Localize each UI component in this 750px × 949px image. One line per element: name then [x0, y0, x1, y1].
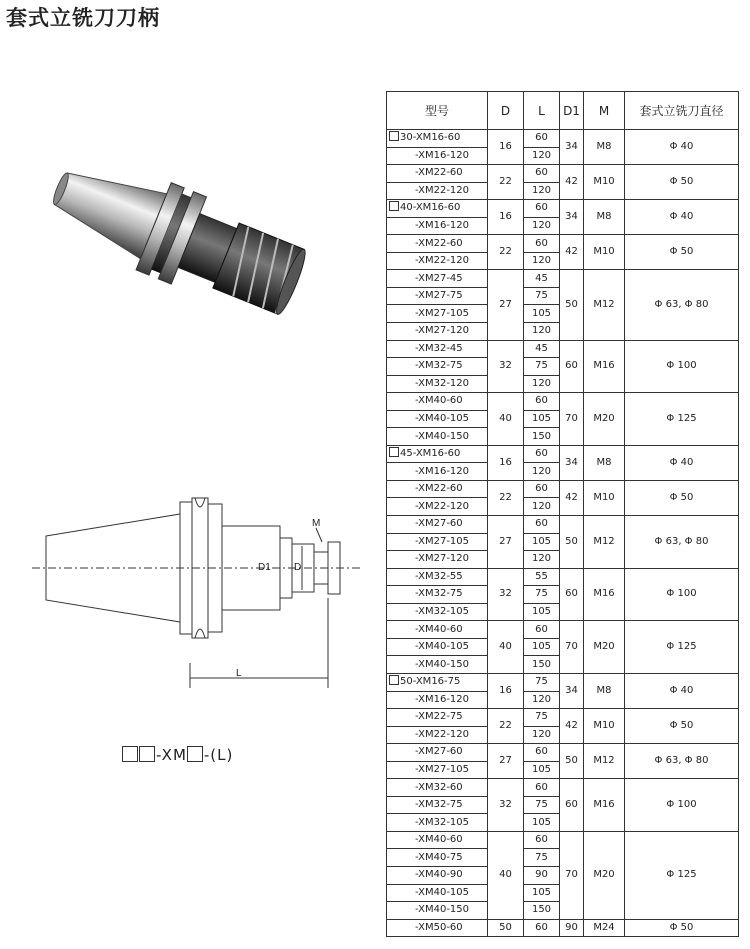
header-l: L [524, 92, 560, 130]
cell-model: -XM22-120 [387, 252, 488, 270]
cell-m: M10 [584, 235, 625, 270]
cell-model: -XM27-105 [387, 761, 488, 779]
table-row [387, 621, 739, 639]
cell-d1: 70 [560, 393, 584, 446]
cell-d1: 50 [560, 744, 584, 779]
cell-model: -XM32-45 [387, 340, 488, 358]
cell-d1: 60 [560, 568, 584, 621]
header-cutter-diameter: 套式立铣刀直径 [625, 92, 739, 130]
cell-cutter-diameter: Φ 125 [625, 831, 739, 919]
cell-l: 60 [524, 779, 560, 797]
cell-d: 40 [488, 831, 524, 919]
cell-l: 120 [524, 691, 560, 709]
cell-model: -XM16-120 [387, 691, 488, 709]
table-row [387, 165, 739, 183]
cell-l: 75 [524, 358, 560, 376]
cell-l: 150 [524, 902, 560, 920]
table-row [387, 200, 739, 218]
cell-m: M8 [584, 130, 625, 165]
formula-part2: -(L) [203, 746, 234, 764]
cell-model: -XM32-105 [387, 603, 488, 621]
cell-d: 22 [488, 165, 524, 200]
cell-model: -XM32-75 [387, 796, 488, 814]
cell-d: 27 [488, 270, 524, 340]
cell-l: 45 [524, 270, 560, 288]
cell-model: -XM40-90 [387, 866, 488, 884]
cell-m: M12 [584, 270, 625, 340]
cell-l: 60 [524, 235, 560, 253]
header-d1: D1 [560, 92, 584, 130]
cell-d: 22 [488, 235, 524, 270]
cell-model: -XM22-120 [387, 182, 488, 200]
cell-d: 32 [488, 779, 524, 832]
cell-cutter-diameter: Φ 125 [625, 393, 739, 446]
label-d: D [294, 562, 302, 573]
placeholder-box [389, 447, 399, 457]
cell-model: -XM32-60 [387, 779, 488, 797]
cell-d: 27 [488, 744, 524, 779]
cell-d1: 34 [560, 673, 584, 708]
cell-d1: 70 [560, 831, 584, 919]
cell-model: 45-XM16-60 [387, 445, 488, 463]
cell-model: -XM40-150 [387, 902, 488, 920]
cell-l: 60 [524, 480, 560, 498]
cell-l: 45 [524, 340, 560, 358]
table-row [387, 673, 739, 691]
table-row [387, 709, 739, 727]
cell-model: -XM40-105 [387, 410, 488, 428]
cell-m: M8 [584, 673, 625, 708]
cell-l: 120 [524, 551, 560, 569]
cell-l: 105 [524, 638, 560, 656]
cell-d1: 60 [560, 779, 584, 832]
table-row [387, 393, 739, 411]
placeholder-box [139, 746, 155, 762]
cell-cutter-diameter: Φ 40 [625, 445, 739, 480]
cell-l: 75 [524, 287, 560, 305]
cell-model: -XM27-60 [387, 516, 488, 534]
table-row [387, 831, 739, 849]
cell-d1: 42 [560, 235, 584, 270]
cell-l: 120 [524, 252, 560, 270]
table-row [387, 235, 739, 253]
header-model: 型号 [387, 92, 488, 130]
cell-m: M20 [584, 621, 625, 674]
cell-l: 105 [524, 884, 560, 902]
cell-l: 75 [524, 796, 560, 814]
cell-model: 40-XM16-60 [387, 200, 488, 218]
cell-cutter-diameter: Φ 50 [625, 235, 739, 270]
cell-d: 32 [488, 568, 524, 621]
cell-model: -XM16-120 [387, 217, 488, 235]
cell-m: M8 [584, 200, 625, 235]
placeholder-box [187, 746, 203, 762]
label-l: L [236, 668, 242, 679]
cell-model: -XM27-75 [387, 287, 488, 305]
header-m: M [584, 92, 625, 130]
cell-m: M16 [584, 340, 625, 393]
cell-d: 32 [488, 340, 524, 393]
table-row [387, 270, 739, 288]
cell-d: 16 [488, 445, 524, 480]
table-row [387, 919, 739, 937]
cell-m: M10 [584, 480, 625, 515]
cell-l: 75 [524, 849, 560, 867]
cell-model: -XM22-120 [387, 498, 488, 516]
cell-d1: 70 [560, 621, 584, 674]
page-title: 套式立铣刀刀柄 [6, 6, 160, 30]
cell-l: 60 [524, 165, 560, 183]
cell-d: 16 [488, 200, 524, 235]
cell-cutter-diameter: Φ 100 [625, 340, 739, 393]
cell-cutter-diameter: Φ 125 [625, 621, 739, 674]
cell-model: -XM40-105 [387, 884, 488, 902]
cell-m: M20 [584, 393, 625, 446]
cell-d1: 42 [560, 480, 584, 515]
table-row [387, 445, 739, 463]
cell-model: -XM40-60 [387, 393, 488, 411]
cell-l: 75 [524, 709, 560, 727]
cell-cutter-diameter: Φ 50 [625, 919, 739, 937]
cell-model: -XM27-105 [387, 533, 488, 551]
cell-l: 105 [524, 305, 560, 323]
table-header-row [387, 92, 739, 130]
cell-d: 27 [488, 516, 524, 569]
cell-l: 60 [524, 130, 560, 148]
cell-d: 16 [488, 673, 524, 708]
cell-l: 60 [524, 621, 560, 639]
cell-l: 60 [524, 744, 560, 762]
cell-l: 120 [524, 375, 560, 393]
spec-table [386, 91, 739, 937]
table-row [387, 516, 739, 534]
cell-m: M10 [584, 709, 625, 744]
cell-m: M16 [584, 568, 625, 621]
formula-part1: -XM [156, 746, 187, 764]
cell-cutter-diameter: Φ 100 [625, 568, 739, 621]
cell-model: -XM40-150 [387, 428, 488, 446]
table-row [387, 744, 739, 762]
cell-model: -XM22-60 [387, 480, 488, 498]
cell-cutter-diameter: Φ 50 [625, 480, 739, 515]
cell-d: 22 [488, 709, 524, 744]
cell-d1: 34 [560, 200, 584, 235]
cell-cutter-diameter: Φ 50 [625, 709, 739, 744]
cell-m: M8 [584, 445, 625, 480]
cell-d1: 50 [560, 516, 584, 569]
cell-l: 120 [524, 182, 560, 200]
placeholder-box [122, 746, 138, 762]
cell-d1: 50 [560, 270, 584, 340]
placeholder-box [389, 201, 399, 211]
cell-model: -XM40-60 [387, 621, 488, 639]
cell-cutter-diameter: Φ 63, Φ 80 [625, 516, 739, 569]
cell-l: 120 [524, 463, 560, 481]
cell-m: M10 [584, 165, 625, 200]
cell-d1: 90 [560, 919, 584, 937]
cell-d1: 34 [560, 130, 584, 165]
cell-cutter-diameter: Φ 50 [625, 165, 739, 200]
cell-model: -XM40-60 [387, 831, 488, 849]
label-d1: D1 [258, 562, 271, 573]
cell-l: 60 [524, 200, 560, 218]
cell-l: 75 [524, 586, 560, 604]
cell-l: 60 [524, 516, 560, 534]
cell-model: -XM32-120 [387, 375, 488, 393]
table-row [387, 568, 739, 586]
cell-l: 75 [524, 673, 560, 691]
cell-model: -XM40-105 [387, 638, 488, 656]
cell-model: -XM27-120 [387, 323, 488, 341]
cell-l: 105 [524, 761, 560, 779]
cell-model: -XM32-105 [387, 814, 488, 832]
cell-model: -XM50-60 [387, 919, 488, 937]
cell-model: -XM32-75 [387, 358, 488, 376]
cell-d: 16 [488, 130, 524, 165]
cell-m: M12 [584, 516, 625, 569]
technical-drawing [30, 488, 370, 698]
cell-l: 150 [524, 656, 560, 674]
cell-d: 22 [488, 480, 524, 515]
model-code-formula [122, 746, 233, 764]
placeholder-box [389, 131, 399, 141]
cell-l: 120 [524, 498, 560, 516]
cell-l: 150 [524, 428, 560, 446]
cell-d1: 34 [560, 445, 584, 480]
tool-holder-photo [40, 140, 360, 350]
cell-cutter-diameter: Φ 40 [625, 200, 739, 235]
cell-model: -XM27-120 [387, 551, 488, 569]
cell-cutter-diameter: Φ 100 [625, 779, 739, 832]
cell-model: -XM16-120 [387, 147, 488, 165]
cell-l: 60 [524, 393, 560, 411]
cell-d1: 42 [560, 165, 584, 200]
cell-cutter-diameter: Φ 63, Φ 80 [625, 270, 739, 340]
cell-d1: 60 [560, 340, 584, 393]
cell-l: 105 [524, 814, 560, 832]
table-row [387, 130, 739, 148]
cell-l: 105 [524, 603, 560, 621]
cell-model: -XM16-120 [387, 463, 488, 481]
cell-l: 60 [524, 445, 560, 463]
cell-cutter-diameter: Φ 40 [625, 130, 739, 165]
cell-l: 120 [524, 147, 560, 165]
cell-model: -XM27-45 [387, 270, 488, 288]
cell-d: 40 [488, 621, 524, 674]
table-row [387, 480, 739, 498]
cell-l: 120 [524, 726, 560, 744]
cell-model: -XM22-75 [387, 709, 488, 727]
cell-d1: 42 [560, 709, 584, 744]
cell-model: -XM40-150 [387, 656, 488, 674]
cell-l: 120 [524, 217, 560, 235]
cell-model: -XM22-120 [387, 726, 488, 744]
table-row [387, 340, 739, 358]
cell-model: 30-XM16-60 [387, 130, 488, 148]
cell-model: -XM22-60 [387, 235, 488, 253]
table-row [387, 779, 739, 797]
cell-l: 120 [524, 323, 560, 341]
cell-model: -XM40-75 [387, 849, 488, 867]
cell-m: M16 [584, 779, 625, 832]
cell-model: -XM32-75 [387, 586, 488, 604]
cell-l: 60 [524, 919, 560, 937]
cell-l: 60 [524, 831, 560, 849]
header-d: D [488, 92, 524, 130]
cell-m: M20 [584, 831, 625, 919]
cell-cutter-diameter: Φ 63, Φ 80 [625, 744, 739, 779]
cell-m: M24 [584, 919, 625, 937]
placeholder-box [389, 675, 399, 685]
cell-cutter-diameter: Φ 40 [625, 673, 739, 708]
cell-model: -XM27-105 [387, 305, 488, 323]
label-m: M [312, 518, 321, 529]
cell-l: 90 [524, 866, 560, 884]
cell-model: -XM22-60 [387, 165, 488, 183]
cell-l: 105 [524, 533, 560, 551]
cell-model: -XM32-55 [387, 568, 488, 586]
cell-m: M12 [584, 744, 625, 779]
cell-model: 50-XM16-75 [387, 673, 488, 691]
cell-l: 55 [524, 568, 560, 586]
cell-model: -XM27-60 [387, 744, 488, 762]
cell-d: 50 [488, 919, 524, 937]
cell-l: 105 [524, 410, 560, 428]
cell-d: 40 [488, 393, 524, 446]
